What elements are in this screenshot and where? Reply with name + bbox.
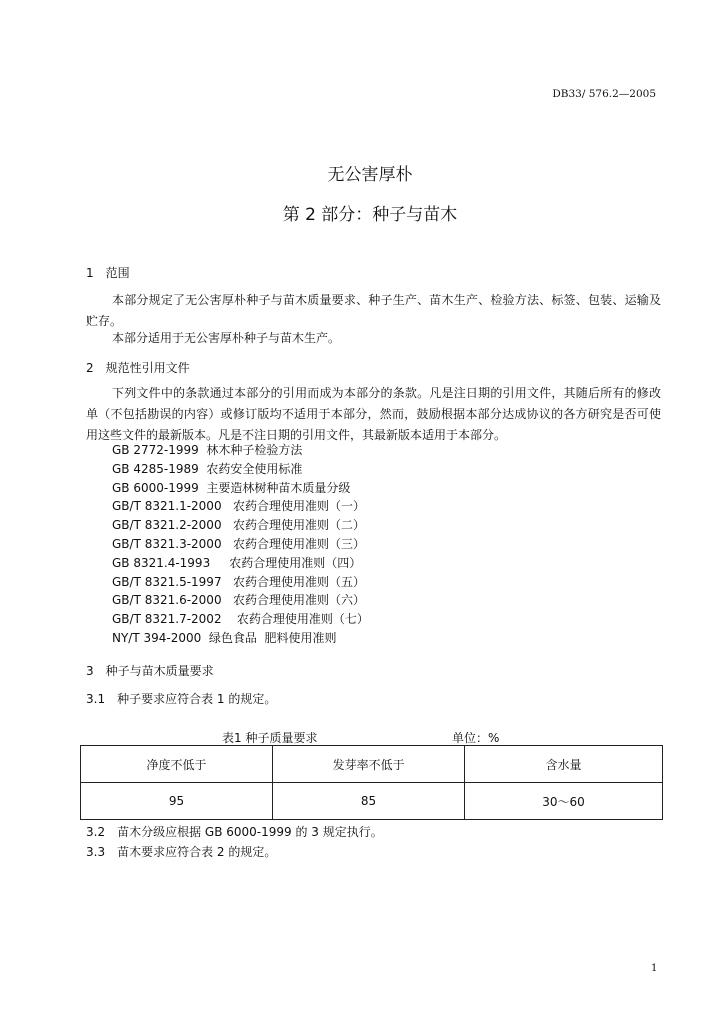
table-header-cell: 净度不低于 — [81, 746, 273, 783]
reference-item: GB 2772-1999 林木种子检验方法 — [112, 443, 303, 457]
table-header-row — [81, 746, 663, 783]
section-3-heading: 3 种子与苗木质量要求 — [86, 664, 214, 678]
table-cell: 95 — [81, 783, 273, 820]
table-header-cell: 发芽率不低于 — [273, 746, 465, 783]
table-1-caption: 表1 种子质量要求 — [222, 731, 318, 745]
section-2-heading: 2 规范性引用文件 — [86, 361, 190, 375]
reference-item: GB/T 8321.1-2000 农药合理使用准则（一） — [112, 499, 366, 514]
standard-code: DB33/ 576.2—2005 — [552, 88, 656, 100]
normative-reference-list — [112, 441, 369, 648]
section-1-paragraph-2: 本部分适用于无公害厚朴种子与苗木生产。 — [112, 331, 341, 345]
section-1-heading: 1 范围 — [86, 266, 130, 280]
reference-item: NY/T 394-2000 绿色食品 肥料使用准则 — [112, 630, 337, 645]
reference-item: GB/T 8321.2-2000 农药合理使用准则（二） — [112, 518, 366, 533]
reference-item: GB 4285-1989 农药安全使用标准 — [112, 461, 303, 476]
table-1-unit: 单位：% — [452, 731, 500, 745]
page-number: 1 — [651, 963, 658, 974]
table-cell: 85 — [273, 783, 465, 820]
reference-item: GB/T 8321.5-1997 农药合理使用准则（五） — [112, 574, 366, 589]
reference-item: GB/T 8321.7-2002 农药合理使用准则（七） — [112, 612, 369, 627]
document-subtitle: 第 2 部分：种子与苗木 — [282, 205, 458, 225]
reference-item: GB/T 8321.3-2000 农药合理使用准则（三） — [112, 536, 366, 551]
section-2-paragraph: 下列文件中的条款通过本部分的引用而成为本部分的条款。凡是注日期的引用文件，其随后所有的修改单（不包括勘误的内容）或修订版均不适用于本部分，然而，鼓励根据本部分达成协议的各方研究是否可使用这些文件的最新版本。凡是不注日期的引用文件，其最新版本适用于本部分。 — [86, 386, 661, 442]
reference-item: GB 6000-1999 主要造林树种苗木质量分级 — [112, 480, 351, 495]
clause-3-1: 3.1 种子要求应符合表 1 的规定。 — [86, 692, 277, 706]
section-1-paragraph-1: 本部分规定了无公害厚朴种子与苗木质量要求、种子生产、苗木生产、检验方法、标签、包装、运输及贮存。 — [86, 293, 661, 328]
reference-item: GB 8321.4-1993 农药合理使用准则（四） — [112, 555, 362, 570]
table-header-cell: 含水量 — [465, 746, 663, 783]
seed-quality-table — [80, 745, 663, 820]
table-row — [81, 783, 663, 820]
reference-item: GB/T 8321.6-2000 农药合理使用准则（六） — [112, 593, 366, 608]
clause-3-3: 3.3 苗木要求应符合表 2 的规定。 — [86, 845, 277, 859]
document-title: 无公害厚朴 — [327, 165, 413, 185]
clause-3-2: 3.2 苗木分级应根据 GB 6000-1999 的 3 规定执行。 — [86, 825, 383, 839]
table-cell: 30～60 — [465, 783, 663, 820]
